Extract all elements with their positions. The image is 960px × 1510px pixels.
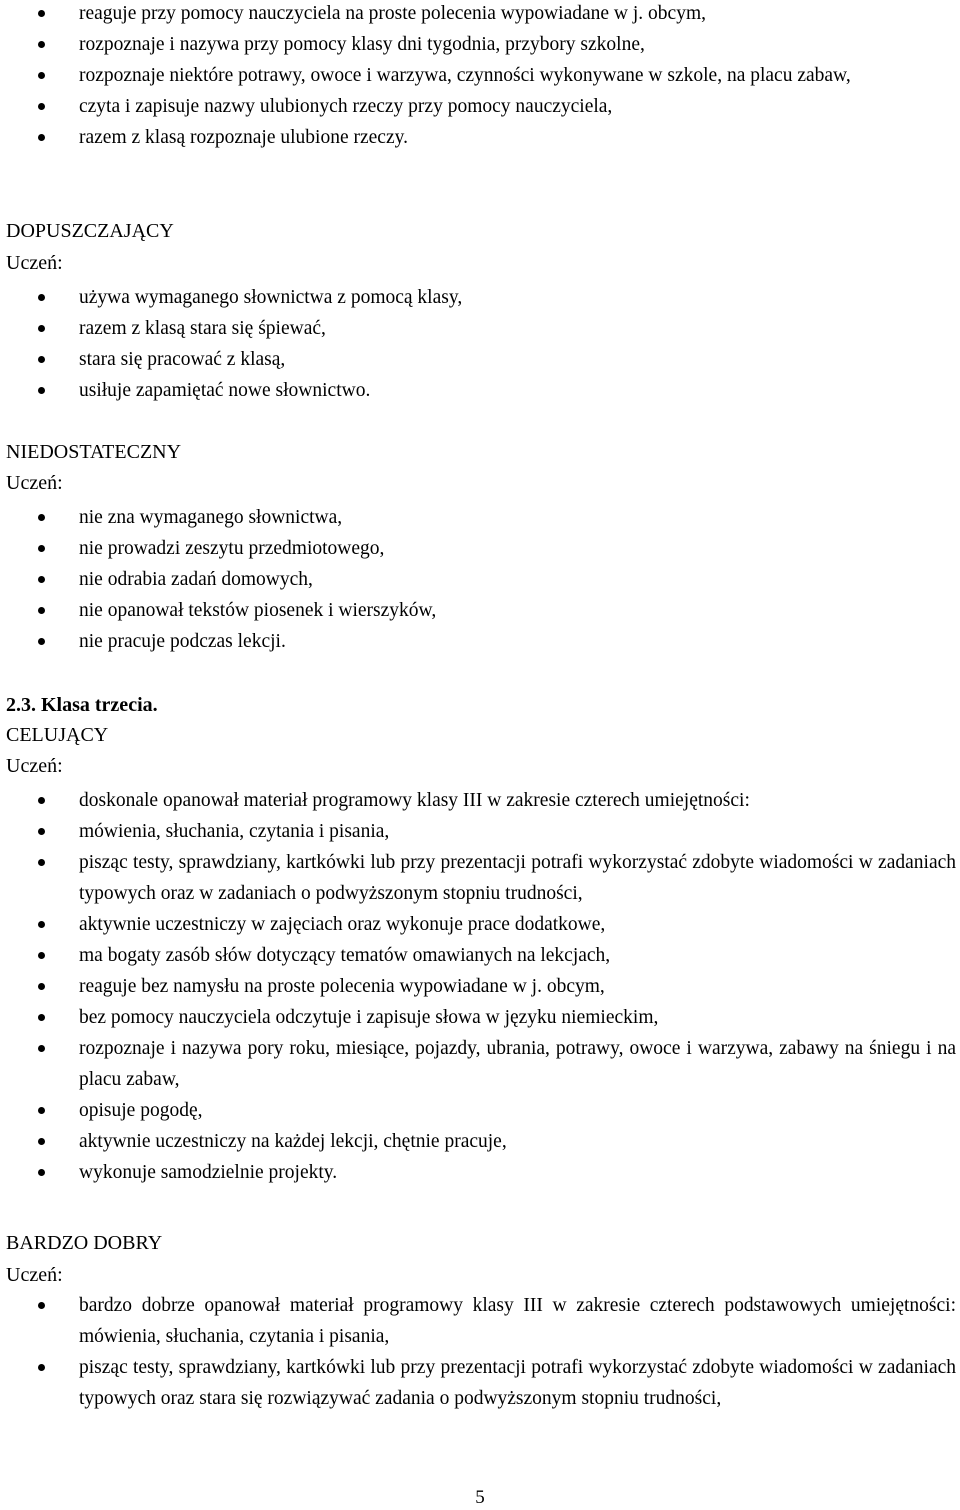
section-title: 2.3. Klasa trzecia. [6,694,158,716]
list-item: usiłuje zapamiętać nowe słownictwo. [0,375,956,406]
student-label: Uczeń: [6,472,63,494]
grade-heading-bardzo-dobry: BARDZO DOBRY [6,1232,163,1254]
list-item: opisuje pogodę, [0,1095,956,1126]
bardzo-dobry-list [0,1290,956,1414]
list-item: pisząc testy, sprawdziany, kartkówki lub przy prezentacji potrafi wykorzystać zdobyte wiadomości w zadaniach typowych oraz stara się rozwiązywać zadania o podwyższonym stopniu trudności, [0,1352,956,1414]
list-item: bardzo dobrze opanował materiał programowy klasy III w zakresie czterech podstawowych umiejętności: mówienia, słuchania, czytania i pisania, [0,1290,956,1352]
list-item: nie zna wymaganego słownictwa, [0,502,956,533]
list-item: wykonuje samodzielnie projekty. [0,1157,956,1188]
grade-heading-dopuszczajacy: DOPUSZCZAJĄCY [6,220,174,242]
list-item: bez pomocy nauczyciela odczytuje i zapisuje słowa w języku niemieckim, [0,1002,956,1033]
dopuszczajacy-list [0,282,956,406]
grade-heading-celujacy: CELUJĄCY [6,724,109,746]
list-item: reaguje przy pomocy nauczyciela na proste polecenia wypowiadane w j. obcym, [0,0,956,29]
list-item: razem z klasą rozpoznaje ulubione rzeczy. [0,122,956,153]
student-label: Uczeń: [6,755,63,777]
list-item: mówienia, słuchania, czytania i pisania, [0,816,956,847]
list-item: używa wymaganego słownictwa z pomocą klasy, [0,282,956,313]
celujacy-list [0,785,956,1188]
intro-list [0,0,956,153]
list-item: nie prowadzi zeszytu przedmiotowego, [0,533,956,564]
list-item: pisząc testy, sprawdziany, kartkówki lub przy prezentacji potrafi wykorzystać zdobyte wiadomości w zadaniach typowych oraz w zadaniach o podwyższonym stopniu trudności, [0,847,956,909]
list-item: rozpoznaje i nazywa pory roku, miesiące, pojazdy, ubrania, potrawy, owoce i warzywa, zabawy na śniegu i na placu zabaw, [0,1033,956,1095]
niedostateczny-list [0,502,956,657]
list-item: doskonale opanował materiał programowy klasy III w zakresie czterech umiejętności: [0,785,956,816]
list-item: ma bogaty zasób słów dotyczący tematów omawianych na lekcjach, [0,940,956,971]
list-item: nie odrabia zadań domowych, [0,564,956,595]
list-item: razem z klasą stara się śpiewać, [0,313,956,344]
list-item: stara się pracować z klasą, [0,344,956,375]
list-item: czyta i zapisuje nazwy ulubionych rzeczy przy pomocy nauczyciela, [0,91,956,122]
list-item: rozpoznaje i nazywa przy pomocy klasy dni tygodnia, przybory szkolne, [0,29,956,60]
list-item: nie pracuje podczas lekcji. [0,626,956,657]
list-item: aktywnie uczestniczy w zajęciach oraz wykonuje prace dodatkowe, [0,909,956,940]
list-item: reaguje bez namysłu na proste polecenia wypowiadane w j. obcym, [0,971,956,1002]
student-label: Uczeń: [6,252,63,274]
page-number: 5 [475,1487,485,1508]
grade-heading-niedostateczny: NIEDOSTATECZNY [6,441,182,463]
list-item: rozpoznaje niektóre potrawy, owoce i warzywa, czynności wykonywane w szkole, na placu zabaw, [0,60,956,91]
list-item: aktywnie uczestniczy na każdej lekcji, chętnie pracuje, [0,1126,956,1157]
list-item: nie opanował tekstów piosenek i wierszyków, [0,595,956,626]
student-label: Uczeń: [6,1264,63,1286]
